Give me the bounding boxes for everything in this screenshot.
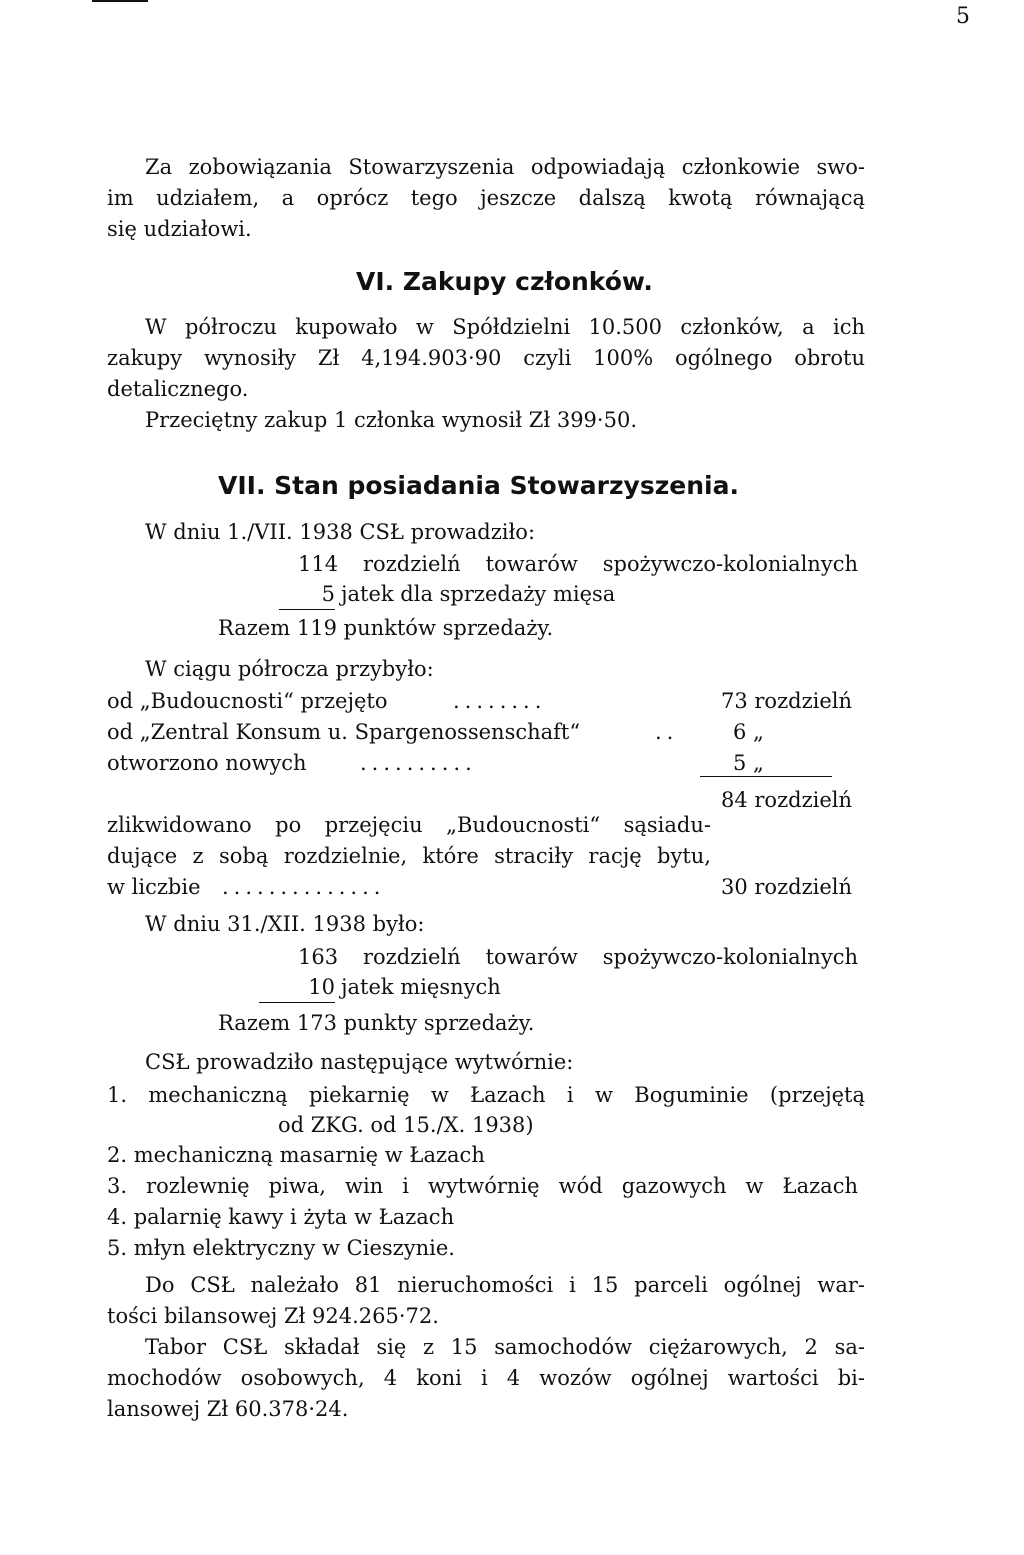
section-6-line-3: detalicznego. xyxy=(107,377,249,401)
stock-1-meat-text: jatek dla sprzedaży mięsa xyxy=(341,582,616,606)
section-6-line-4: Przeciętny zakup 1 członka wynosił Zł 399·50. xyxy=(145,408,637,432)
stock-2-meat-text: jatek mięsnych xyxy=(341,975,501,999)
property-line-2: tości bilansowej Zł 924.265·72. xyxy=(107,1304,439,1328)
growth-row-2-amount: 6 „ xyxy=(733,720,764,744)
growth-row-2-label: od „Zentral Konsum u. Spargenossenschaft“ xyxy=(107,720,581,744)
section-6-line-2: zakupy wynosiły Zł 4,194.903·90 czyli 100% ogólnego obrotu xyxy=(107,346,865,370)
total-2: Razem 173 punkty sprzedaży. xyxy=(218,1011,535,1035)
factory-item-4: 4. palarnię kawy i żyta w Łazach xyxy=(107,1205,455,1229)
growth-sum-rule xyxy=(700,776,832,777)
factory-item-1: 1. mechaniczną piekarnię w Łazach i w Boguminie (przejętą xyxy=(107,1083,865,1107)
stock-1-meat-count-value: 5 xyxy=(279,579,335,610)
closed-line-1: zlikwidowano po przejęciu „Budoucnosti“ sąsiadu- xyxy=(107,813,711,837)
factory-item-2: 2. mechaniczną masarnię w Łazach xyxy=(107,1143,485,1167)
section-6-line-1: W półroczu kupowało w Spółdzielni 10.500 członków, a ich xyxy=(145,315,865,339)
intro-line-1: Za zobowiązania Stowarzyszenia odpowiadają członkowie swo- xyxy=(145,155,865,179)
fleet-line-2: mochodów osobowych, 4 koni i 4 wozów ogólnej wartości bi- xyxy=(107,1366,865,1390)
stock-1-meat-count xyxy=(275,579,335,610)
factories-intro: CSŁ prowadziło następujące wytwórnie: xyxy=(145,1050,574,1074)
growth-row-3-label: otworzono nowych xyxy=(107,751,307,775)
closed-line-3-amount: 30 rozdzielń xyxy=(721,875,853,899)
factory-item-5: 5. młyn elektryczny w Cieszynie. xyxy=(107,1236,455,1260)
property-line-1: Do CSŁ należało 81 nieruchomości i 15 parceli ogólnej war- xyxy=(145,1273,865,1297)
closed-line-2: dujące z sobą rozdzielnie, które straciły rację bytu, xyxy=(107,844,711,868)
stock-1-line-1: 114 rozdzielń towarów spożywczo-kolonialnych xyxy=(298,552,858,576)
growth-row-1-dots: ........ xyxy=(453,689,547,713)
growth-row-1-label: od „Budoucnosti“ przejęto xyxy=(107,689,388,713)
growth-total: 84 rozdzielń xyxy=(721,788,853,812)
stock-2-line-1: 163 rozdzielń towarów spożywczo-kolonialnych xyxy=(298,945,858,969)
stock-2-meat-count xyxy=(255,972,335,1003)
fleet-line-3: lansowej Zł 60.378·24. xyxy=(107,1397,349,1421)
fleet-line-1: Tabor CSŁ składał się z 15 samochodów ciężarowych, 2 sa- xyxy=(145,1335,865,1359)
factory-item-1-cont: od ZKG. od 15./X. 1938) xyxy=(278,1113,534,1137)
growth-row-2-dots: .. xyxy=(655,720,679,744)
stock-2-meat-count-value: 10 xyxy=(259,972,335,1003)
growth-intro: W ciągu półrocza przybyło: xyxy=(145,657,434,681)
date-1-intro: W dniu 1./VII. 1938 CSŁ prowadziło: xyxy=(145,520,536,544)
growth-row-3-dots: .......... xyxy=(360,751,477,775)
growth-row-1-amount: 73 rozdzielń xyxy=(721,689,853,713)
date-2-intro: W dniu 31./XII. 1938 było: xyxy=(145,912,425,936)
section-6-heading: VI. Zakupy członków. xyxy=(356,267,653,296)
factory-item-3: 3. rozlewnię piwa, win i wytwórnię wód gazowych w Łazach xyxy=(107,1174,858,1198)
page-number: 5 xyxy=(956,4,970,29)
intro-line-2: im udziałem, a oprócz tego jeszcze dalszą kwotą równającą xyxy=(107,186,865,210)
closed-line-3-label: w liczbie xyxy=(107,875,201,899)
closed-line-3-dots: .............. xyxy=(222,875,386,899)
section-7-heading: VII. Stan posiadania Stowarzyszenia. xyxy=(218,471,739,500)
top-edge-mark xyxy=(92,0,148,2)
total-1: Razem 119 punktów sprzedaży. xyxy=(218,616,554,640)
growth-row-3-amount: 5 „ xyxy=(733,751,764,775)
intro-line-3: się udziałowi. xyxy=(107,217,252,241)
